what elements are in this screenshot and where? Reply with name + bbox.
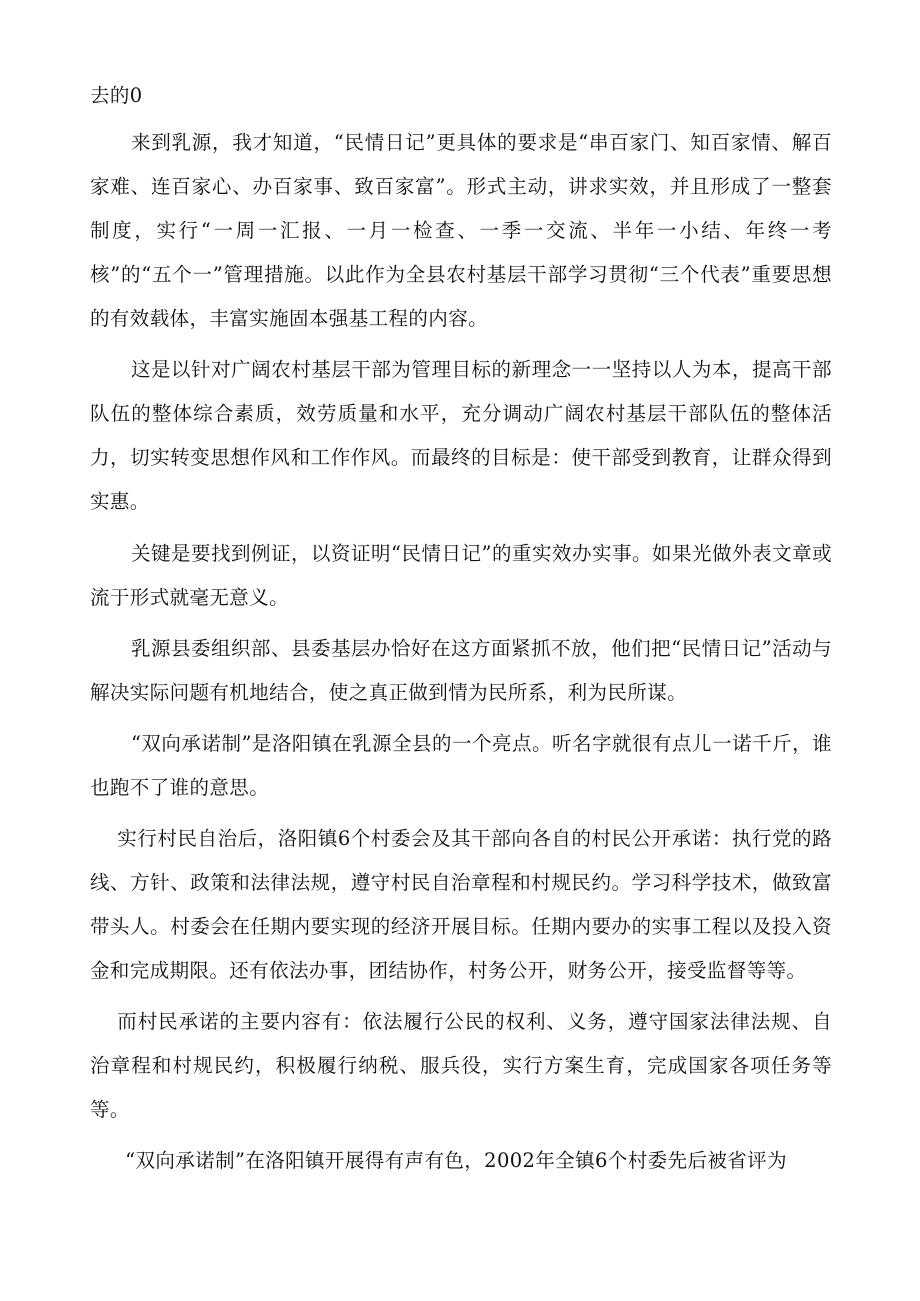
paragraph-luoyang-results: “双向承诺制”在洛阳镇开展得有声有色，2002年全镇6个村委先后被省评为 xyxy=(125,1149,787,1172)
paragraph-continuation: 去的0 xyxy=(90,84,143,107)
paragraph-county-department: 乳源县委组织部、县委基层办恰好在这方面紧抓不放，他们把“民情日记”活动与解决实际问题有机地结合，使之真正做到情为民所系，利为民所谋。 xyxy=(90,637,832,704)
paragraph-key-evidence: 关键是要找到例证，以资证明“民情日记”的重实效办实事。如果光做外表文章或流于形式就毫无意义。 xyxy=(90,542,832,609)
paragraph-new-concept: 这是以针对广阔农村基层干部为管理目标的新理念一一坚持以人为本，提高干部队伍的整体综合素质，效劳质量和水平，充分调动广阔农村基层干部队伍的整体活力，切实转变思想作风和工作作风。而最终的目标是：使干部受到教育，让群众得到实惠。 xyxy=(90,358,832,513)
paragraph-village-committee-pledge: 实行村民自治后，洛阳镇6个村委会及其干部向各自的村民公开承诺：执行党的路线、方针、政策和法律法规，遵守村民自治章程和村规民约。学习科学技术，做致富带头人。村委会在任期内要实现的经济开展目标。任期内要办的实事工程以及投入资金和完成期限。还有依法办事，团结协作，村务公开，财务公开，接受监督等等。 xyxy=(90,827,832,982)
paragraph-two-way-commitment: “双向承诺制”是洛阳镇在乳源全县的一个亮点。听名字就很有点儿一诺千斤，谁也跑不了谁的意思。 xyxy=(90,732,832,799)
paragraph-villager-pledge: 而村民承诺的主要内容有：依法履行公民的权利、义务，遵守国家法律法规、自治章程和村规民约，积极履行纳税、服兵役，实行方案生育，完成国家各项任务等等。 xyxy=(90,1010,832,1121)
document-body xyxy=(90,74,832,1183)
paragraph-minqing-requirements: 来到乳源，我才知道，“民情日记”更具体的要求是“串百家门、知百家情、解百家难、连百家心、办百家事、致百家富”。形式主动，讲求实效，并且形成了一整套制度，实行“一周一汇报、一月一检查、一季一交流、半年一小结、年终一考核”的“五个一”管理措施。以此作为全县农村基层干部学习贯彻“三个代表”重要思想的有效载体，丰富实施固本强基工程的内容。 xyxy=(90,131,832,330)
